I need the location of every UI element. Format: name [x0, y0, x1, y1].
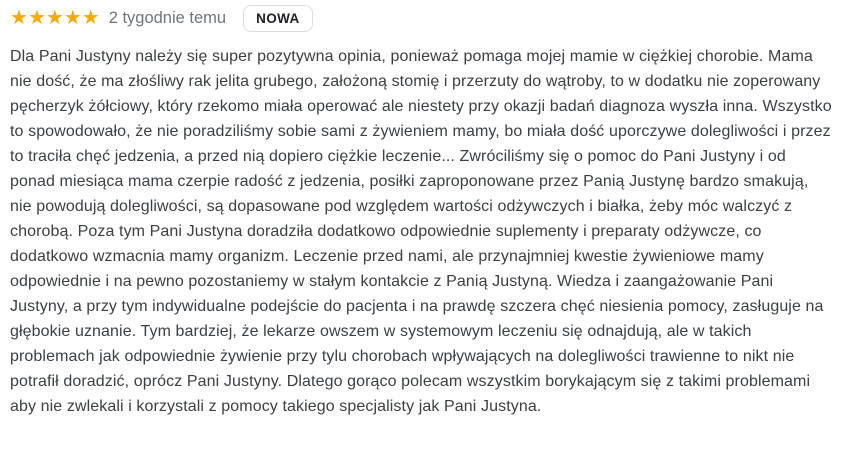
star-rating — [10, 7, 100, 27]
star-icon: ★ — [10, 5, 28, 29]
new-badge: NOWA — [243, 5, 313, 32]
review-header — [10, 3, 832, 33]
star-icon: ★ — [45, 5, 64, 29]
star-icon: ★ — [81, 5, 100, 29]
review-text: Dla Pani Justyny należy się super pozytywna opinia, ponieważ pomaga mojej mamie w ciężkiej chorobie. Mama nie dość, że ma złośliwy rak jelita grubego, założoną stomię i przerzuty do wątroby, to w dodatku nie zoperowany pęcherzyk żółciowy, który rzekomo miała operować ale niestety przy okazji badań diagnoza wyszła inna. Wszystko to spowodowało, że nie poradziliśmy sobie sami z żywieniem mamy, bo miała dość uporczywe dolegliwości i przez to traciła chęć jedzenia, a przed nią dopiero ciężkie leczenie... Zwróciliśmy się o pomoc do Pani Justyny i od ponad miesiąca mama czerpie radość z jedzenia, posiłki zaproponowane przez Panią Justynę bardzo smakują, nie powodują dolegliwości, są dopasowane pod względem wartości odżywczych i białka, żeby móc walczyć z chorobą. Poza tym Pani Justyna doradziła dodatkowo odpowiednie suplementy i preparaty odżywcze, co dodatkowo wzmacnia mamy organizm. Leczenie przed nami, ale przynajmniej kwestie żywieniowe mamy odpowiednie i na pewno pozostaniemy w stałym kontakcie z Panią Justyną. Wiedza i zaangażowanie Pani Justyny, a przy tym indywidualne podejście do pacjenta i na prawdę szczera chęć niesienia pomocy, zasługuje na głębokie uznanie. Tym bardziej, że lekarze owszem w systemowym leczeniu się odnajdują, ale w takich problemach jak odpowiednie żywienie przy tylu chorobach wpływających na dolegliwości trawienne to nikt nie potrafił doradzić, oprócz Pani Justyny. Dlatego gorąco polecam wszystkim borykającym się z takimi problemami aby nie zwlekali i korzystali z pomocy takiego specjalisty jak Pani Justyna. — [10, 48, 832, 415]
star-icon: ★ — [27, 5, 46, 29]
review-age: 2 tygodnie temu — [108, 8, 227, 27]
star-icon: ★ — [63, 5, 82, 29]
